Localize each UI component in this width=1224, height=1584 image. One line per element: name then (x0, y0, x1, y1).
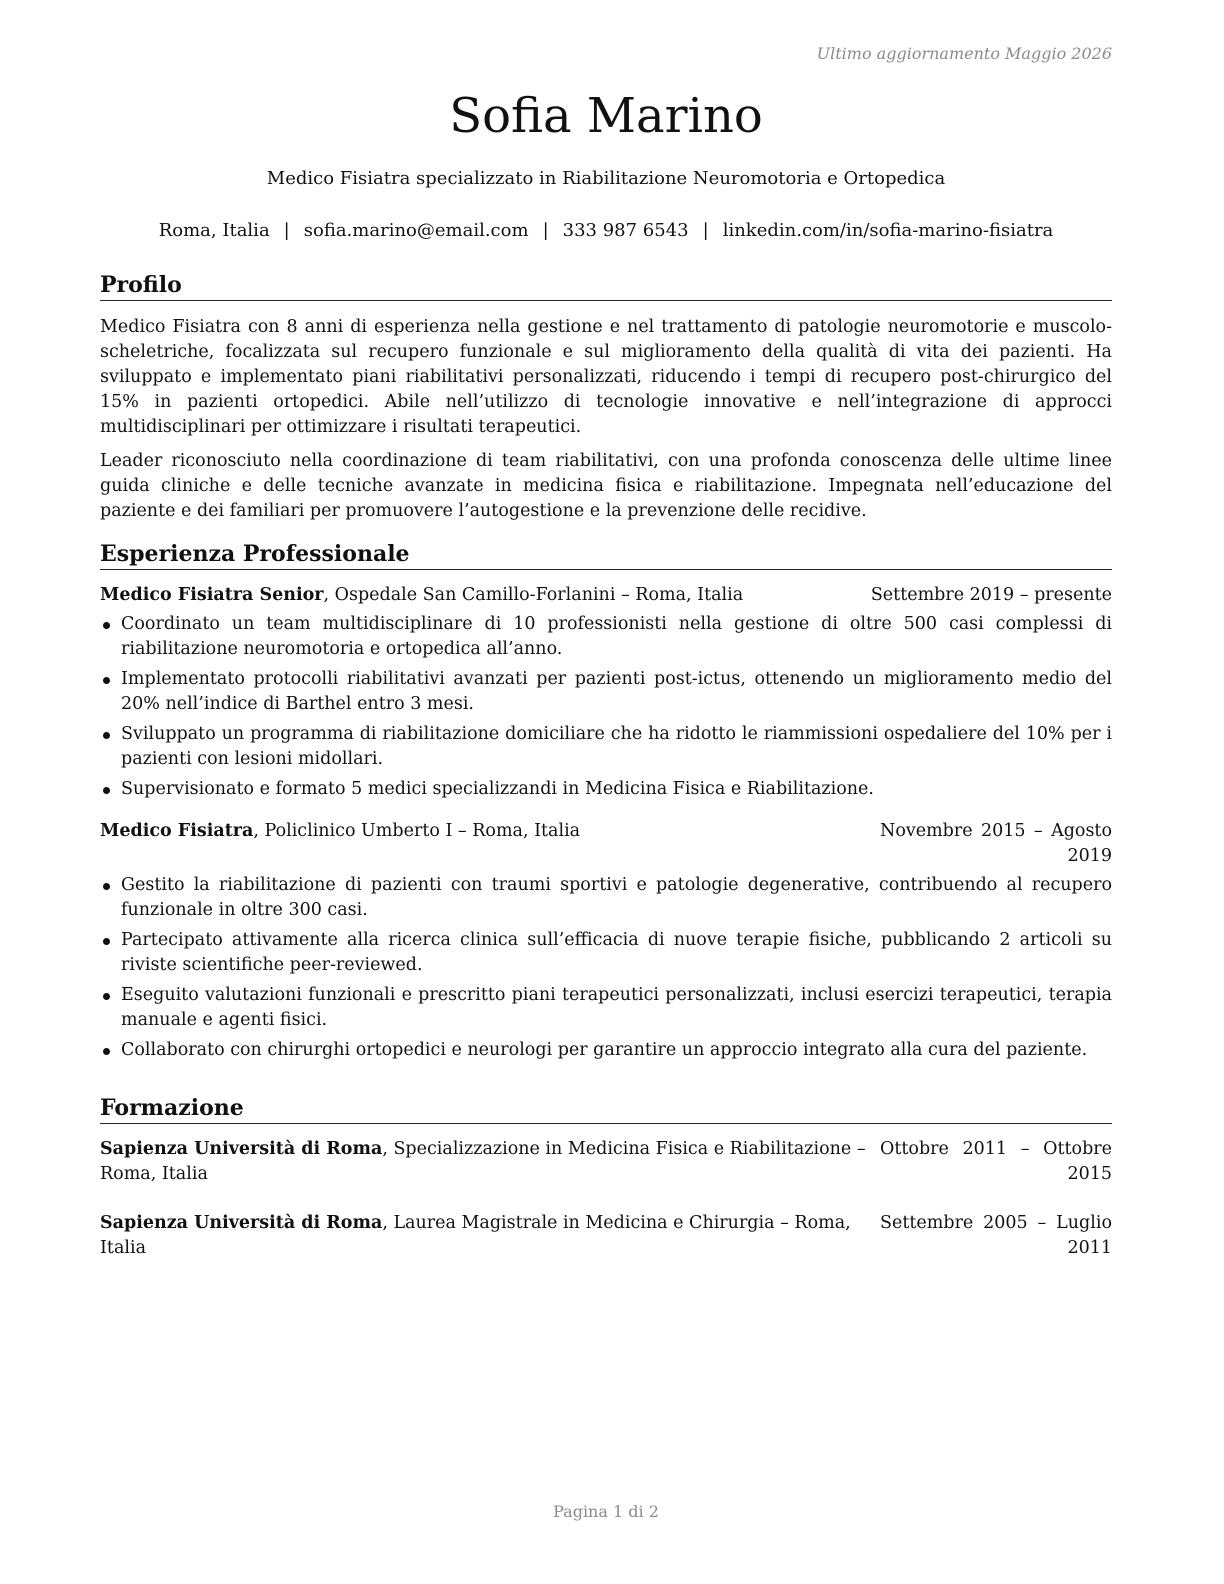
list-item: Sviluppato un programma di riabilitazione domiciliare che ha ridotto le riammissioni ospedaliere del 10% per i pazienti con lesioni midollari. (100, 722, 1112, 772)
section-title-profile: Profilo (100, 271, 1112, 301)
section-title-education: Formazione (100, 1094, 1112, 1124)
job-dates: Settembre 2019 – presente (870, 585, 1112, 605)
job-role: Medico Fisiatra (100, 821, 254, 841)
list-item: Implementato protocolli riabilitativi avanzati per pazienti post-ictus, ottenendo un miglioramento medio del 20% nell’indice di Barthel entro 3 mesi. (100, 667, 1112, 717)
list-item: Gestito la riabilitazione di pazienti con traumi sportivi e patologie degenerative, contribuendo al recupero funzionale in oltre 300 casi. (100, 873, 1112, 923)
bullet-icon (103, 677, 110, 684)
profile-paragraph-1: Medico Fisiatra con 8 anni di esperienza nella gestione e nel trattamento di patologie neuromotorie e muscolo-scheletriche, focalizzata sul recupero funzionale e sul miglioramento della qualità di vita dei pazienti. Ha sviluppato e implementato piani riabilitativi personalizzati, riducendo i tempi di recupero post-chirurgico del 15% in pazienti ortopedici. Abile nell’utilizzo di tecnologie innovative e nell’integrazione di approcci multidisciplinari per ottimizzare i risultati terapeutici. (100, 317, 1112, 437)
section-title-experience: Esperienza Professionale (100, 540, 1112, 570)
education-dates: Ottobre 2011 – Ottobre 2015 (880, 1139, 1112, 1184)
education-entry (100, 1211, 1112, 1261)
education-entry (100, 1137, 1112, 1187)
page-number: Pagina 1 di 2 (553, 1502, 659, 1521)
list-item: Eseguito valutazioni funzionali e prescritto piani terapeutici personalizzati, inclusi esercizi terapeutici, terapia manuale e agenti fisici. (100, 983, 1112, 1033)
education-section (100, 1094, 1112, 1261)
list-item: Collaborato con chirurghi ortopedici e neurologi per garantire un approccio integrato alla cura del paziente. (100, 1038, 1112, 1063)
job-bullets (100, 612, 1112, 802)
job-place: , Ospedale San Camillo-Forlanini – Roma, Italia (323, 585, 744, 605)
profile-section (100, 271, 1112, 524)
bullet-icon (103, 787, 110, 794)
contact-location: Roma, Italia (158, 220, 270, 241)
job-entry (100, 819, 1112, 1063)
experience-section (100, 540, 1112, 1068)
profile-paragraph-2: Leader riconosciuto nella coordinazione di team riabilitativi, con una profonda conoscenza delle ultime linee guida cliniche e delle tecniche avanzate in medicina fisica e riabilitazione. Impegnata nell’educazione del paziente e dei familiari per promuovere l’autogestione e la prevenzione delle recidive. (100, 451, 1112, 521)
bullet-icon (103, 622, 110, 629)
contact-separator: | (702, 220, 709, 241)
list-item: Partecipato attivamente alla ricerca clinica sull’efficacia di nuove terapie fisiche, pubblicando 2 articoli su riviste scientifiche peer-reviewed. (100, 928, 1112, 978)
contact-phone: 333 987 6543 (562, 220, 689, 241)
job-bullets (100, 873, 1112, 1063)
resume-page (100, 0, 1112, 1584)
education-degree: , Laurea Magistrale in Medicina e Chirurgia – Roma, Italia (100, 1213, 851, 1258)
last-updated: Ultimo aggiornamento Maggio 2026 (816, 44, 1112, 63)
job-place: , Policlinico Umberto I – Roma, Italia (253, 821, 581, 841)
education-dates: Settembre 2005 – Luglio 2011 (880, 1213, 1112, 1258)
education-school: Sapienza Università di Roma (100, 1139, 383, 1159)
candidate-headline: Medico Fisiatra specializzato in Riabilitazione Neuromotoria e Ortopedica (266, 168, 946, 189)
job-header (100, 583, 1112, 608)
job-header (100, 819, 1112, 869)
education-school: Sapienza Università di Roma (100, 1213, 383, 1233)
job-entry (100, 583, 1112, 802)
contact-email[interactable]: sofia.marino@email.com (303, 220, 529, 241)
contact-separator: | (283, 220, 290, 241)
job-role: Medico Fisiatra Senior (100, 585, 324, 605)
bullet-icon (103, 883, 110, 890)
contact-line (100, 219, 1112, 243)
contact-separator: | (542, 220, 549, 241)
bullet-icon (103, 1048, 110, 1055)
contact-linkedin[interactable]: linkedin.com/in/sofia-marino-fisiatra (722, 220, 1054, 241)
bullet-icon (103, 732, 110, 739)
list-item: Supervisionato e formato 5 medici specializzandi in Medicina Fisica e Riabilitazione. (100, 777, 1112, 802)
bullet-icon (103, 938, 110, 945)
list-item: Coordinato un team multidisciplinare di 10 professionisti nella gestione di oltre 500 casi complessi di riabilitazione neuromotoria e ortopedica all’anno. (100, 612, 1112, 662)
candidate-name: Sofia Marino (449, 88, 763, 144)
job-dates: Novembre 2015 – Agosto 2019 (880, 821, 1112, 866)
bullet-icon (103, 993, 110, 1000)
education-degree: , Specializzazione in Medicina Fisica e Riabilitazione – Roma, Italia (100, 1139, 866, 1184)
